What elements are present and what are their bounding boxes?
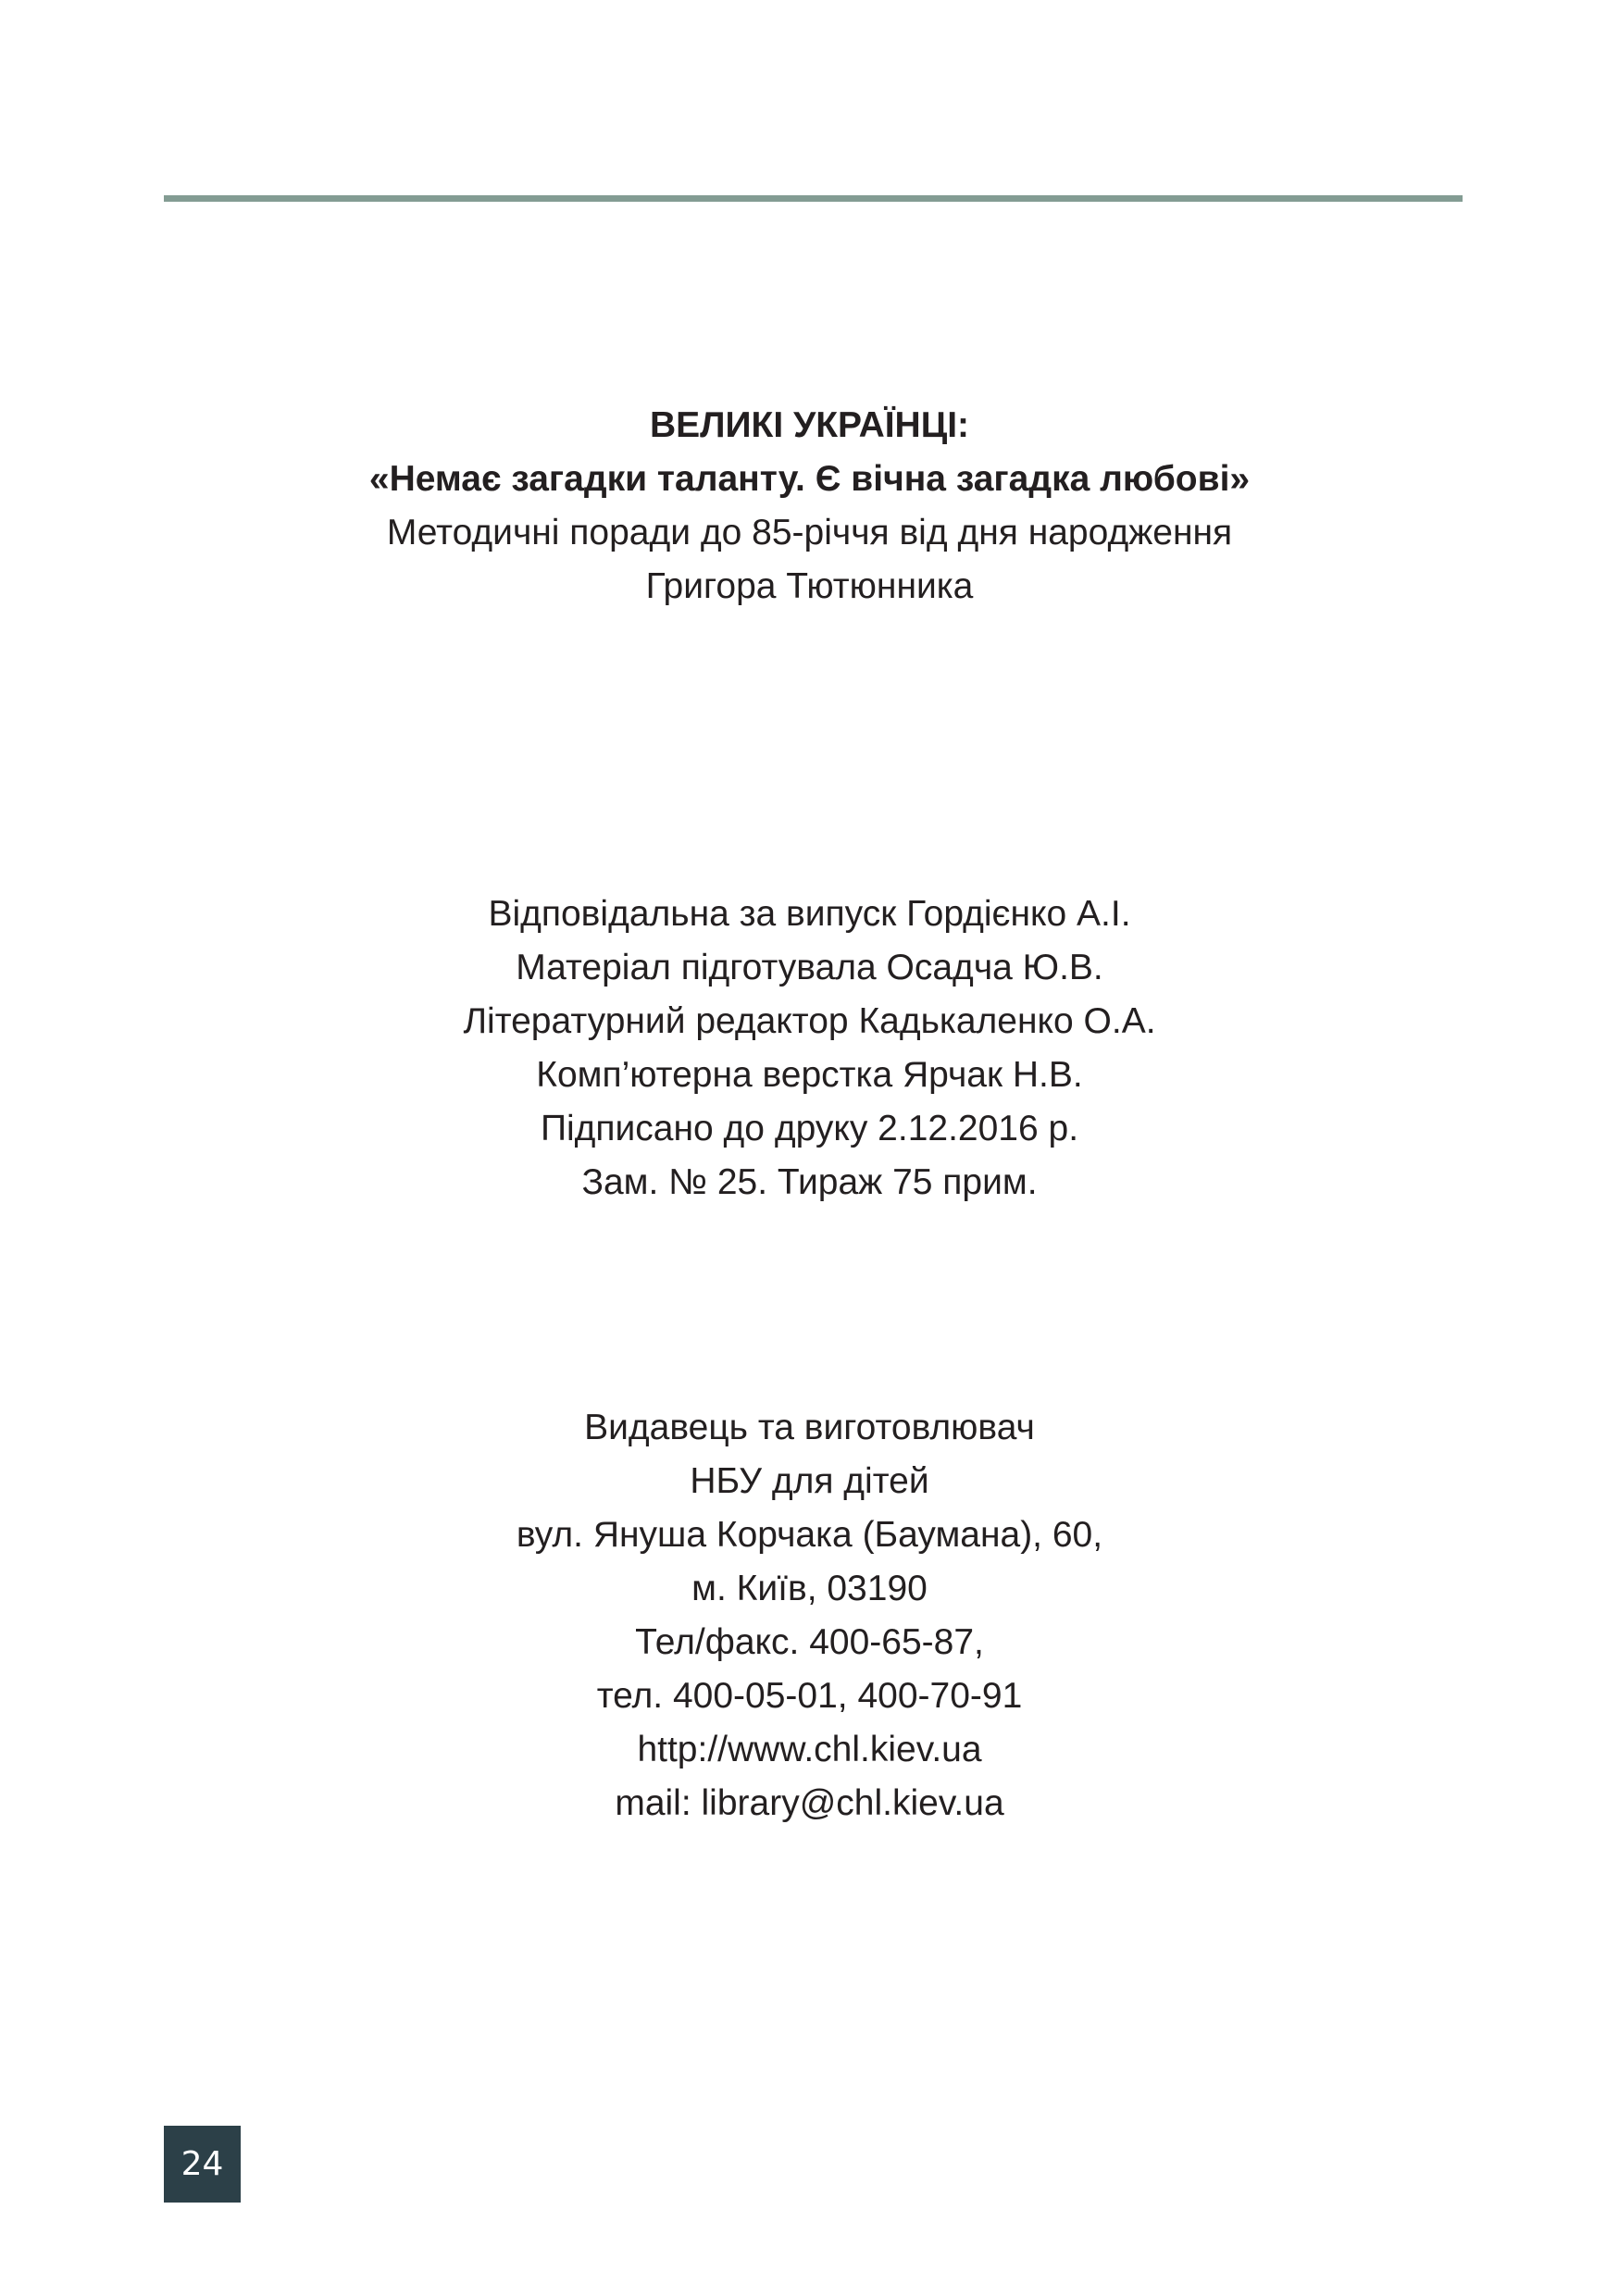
credit-literary-editor: Літературний редактор Кадькаленко О.А. <box>463 1001 1156 1041</box>
publisher-street: вул. Януша Корчака (Баумана), 60, <box>516 1515 1103 1555</box>
publisher-fax: Тел/факс. 400-65-87, <box>635 1622 984 1662</box>
credit-layout: Комп’ютерна верстка Ярчак Н.В. <box>536 1055 1083 1095</box>
publisher-email: mail: library@chl.kiev.ua <box>615 1783 1004 1823</box>
top-divider <box>164 195 1463 202</box>
book-heading: ВЕЛИКІ УКРАЇНЦІ: <box>649 405 970 445</box>
book-quote-title: «Немає загадки таланту. Є вічна загадка любові» <box>368 459 1251 499</box>
credit-order-print-run: Зам. № 25. Тираж 75 прим. <box>581 1162 1038 1202</box>
publisher-city: м. Київ, 03190 <box>691 1569 928 1608</box>
publisher-phone: тел. 400-05-01, 400-70-91 <box>596 1676 1023 1716</box>
credit-responsible: Відповідальна за випуск Гордієнко А.І. <box>488 894 1131 934</box>
book-subtitle-line-1: Методичні поради до 85-річчя від дня народження <box>386 513 1233 552</box>
credits-block <box>0 887 1619 1210</box>
publisher-website: http://www.chl.kiev.ua <box>637 1730 982 1769</box>
publisher-block <box>0 1401 1619 1831</box>
publisher-name: НБУ для дітей <box>690 1461 929 1501</box>
credit-prepared-by: Матеріал підготувала Осадча Ю.В. <box>516 948 1103 987</box>
page-number: 24 <box>164 2126 241 2203</box>
book-subtitle-line-2: Григора Тютюнника <box>645 566 974 606</box>
credit-signed-to-print: Підписано до друку 2.12.2016 р. <box>540 1109 1079 1148</box>
publisher-label: Видавець та виготовлювач <box>584 1408 1035 1447</box>
title-block <box>0 399 1619 614</box>
